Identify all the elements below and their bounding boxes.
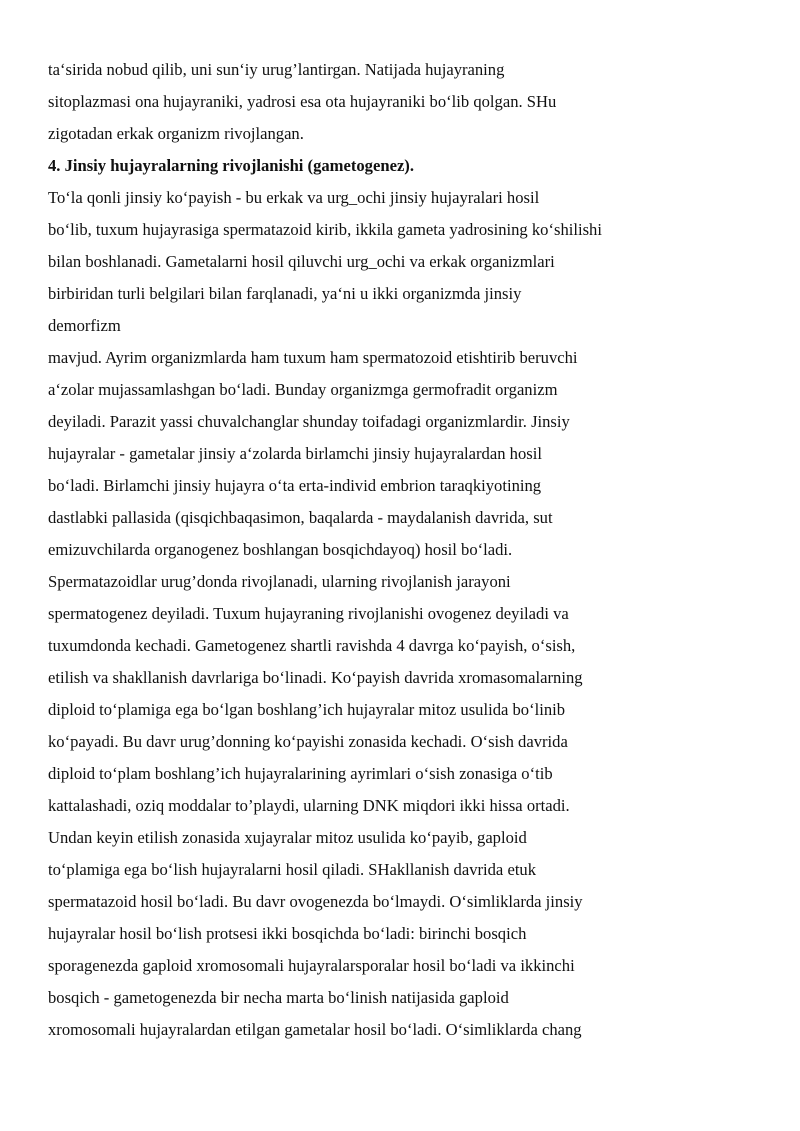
text-line: kattalashadi, oziq moddalar to’playdi, ularning DNK miqdori ikki hissa ortadi. xyxy=(48,796,570,815)
text-line: bo‘ladi. Birlamchi jinsiy hujayra o‘ta erta-individ embrion taraqkiyotining xyxy=(48,476,542,495)
text-line: xromosomali hujayralardan etilgan gametalar hosil bo‘ladi. O‘simliklarda chang xyxy=(48,1020,582,1039)
text-line: emizuvchilarda organogenez boshlangan bosqichdayoq) hosil bo‘ladi. xyxy=(48,540,513,559)
text-line: tuxumdonda kechadi. Gametogenez shartli ravishda 4 davrga ko‘payish, o‘sish, xyxy=(48,636,576,655)
text-line: hujayralar - gametalar jinsiy a‘zolarda birlamchi jinsiy hujayralardan hosil xyxy=(48,444,542,463)
text-line: To‘la qonli jinsiy ko‘payish - bu erkak va urg_ochi jinsiy hujayralari hosil xyxy=(48,188,540,207)
text-line: diploid to‘plam boshlang’ich hujayralarining ayrimlari o‘sish zonasiga o‘tib xyxy=(48,764,553,783)
text-line: bilan boshlanadi. Gametalarni hosil qiluvchi urg_ochi va erkak organizmlari xyxy=(48,252,555,271)
text-line: sporagenezda gaploid xromosomali hujayralarsporalar hosil bo‘ladi va ikkinchi xyxy=(48,956,575,975)
text-line: sitoplazmasi ona hujayraniki, yadrosi esa ota hujayraniki bo‘lib qolgan. SHu xyxy=(48,92,557,111)
text-line: to‘plamiga ega bo‘lish hujayralarni hosil qiladi. SHakllanish davrida etuk xyxy=(48,860,537,879)
text-line: hujayralar hosil bo‘lish protsesi ikki bosqichda bo‘ladi: birinchi bosqich xyxy=(48,924,527,943)
section-heading: 4. Jinsiy hujayralarning rivojlanishi (gametogenez). xyxy=(48,156,414,175)
text-line: Spermatazoidlar urug’donda rivojlanadi, ularning rivojlanish jarayoni xyxy=(48,572,511,591)
text-line: etilish va shakllanish davrlariga bo‘linadi. Ko‘payish davrida xromasomalarning xyxy=(48,668,583,687)
text-line: ta‘sirida nobud qilib, uni sun‘iy urug’lantirgan. Natijada hujayraning xyxy=(48,60,505,79)
text-line: zigotadan erkak organizm rivojlangan. xyxy=(48,124,304,143)
text-line: deyiladi. Parazit yassi chuvalchanglar shunday toifadagi organizmlardir. Jinsiy xyxy=(48,412,570,431)
text-line: spermatazoid hosil bo‘ladi. Bu davr ovogenezda bo‘lmaydi. O‘simliklarda jinsiy xyxy=(48,892,583,911)
text-line: Undan keyin etilish zonasida xujayralar mitoz usulida ko‘payib, gaploid xyxy=(48,828,527,847)
text-line: bosqich - gametogenezda bir necha marta bo‘linish natijasida gaploid xyxy=(48,988,509,1007)
text-line: ko‘payadi. Bu davr urug’donning ko‘payishi zonasida kechadi. O‘sish davrida xyxy=(48,732,568,751)
text-line: bo‘lib, tuxum hujayrasiga spermatazoid kirib, ikkila gameta yadrosining ko‘shilishi xyxy=(48,220,602,239)
text-line: mavjud. Ayrim organizmlarda ham tuxum ham spermatozoid etishtirib beruvchi xyxy=(48,348,578,367)
text-line: a‘zolar mujassamlashgan bo‘ladi. Bunday organizmga germofradit organizm xyxy=(48,380,558,399)
text-line: demorfizm xyxy=(48,316,121,335)
text-line: dastlabki pallasida (qisqichbaqasimon, baqalarda - maydalanish davrida, sut xyxy=(48,508,553,527)
text-line: diploid to‘plamiga ega bo‘lgan boshlang’ich hujayralar mitoz usulida bo‘linib xyxy=(48,700,566,719)
text-line: birbiridan turli belgilari bilan farqlanadi, ya‘ni u ikki organizmda jinsiy xyxy=(48,284,522,303)
text-line: spermatogenez deyiladi. Tuxum hujayraning rivojlanishi ovogenez deyiladi va xyxy=(48,604,569,623)
